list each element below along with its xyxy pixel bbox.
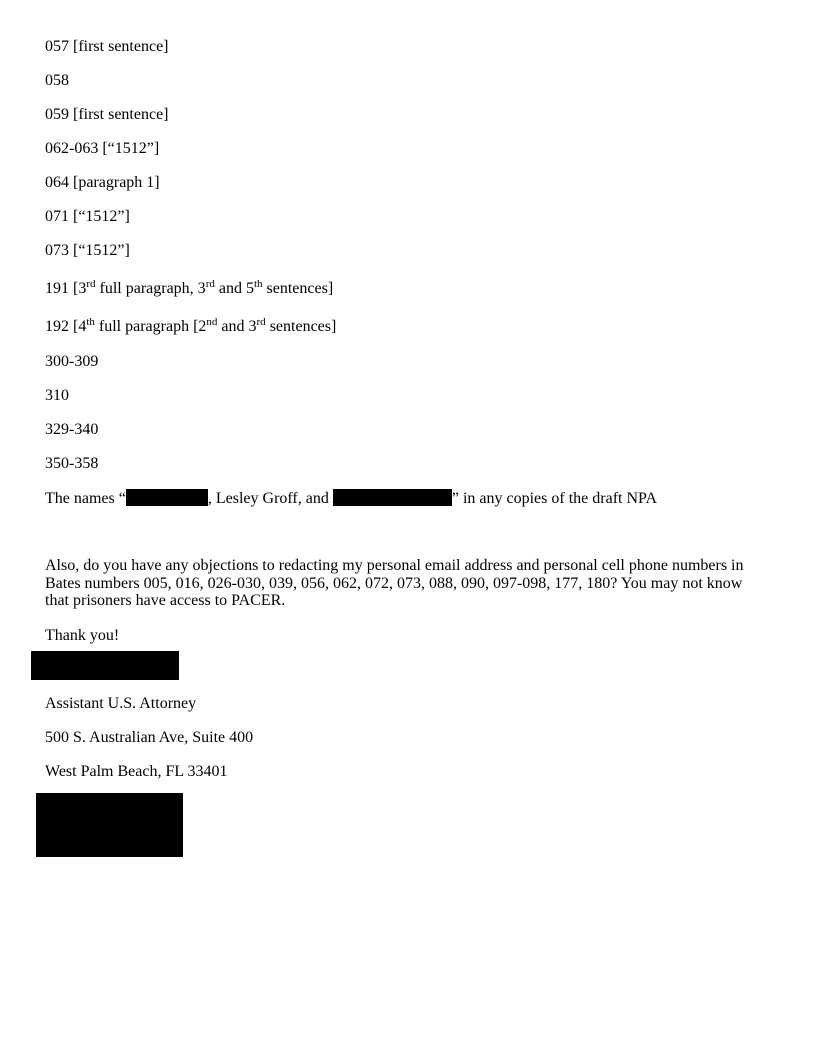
bates-item: 329-340	[45, 421, 99, 438]
names-suffix: ” in any copies of the draft NPA	[451, 490, 657, 507]
bates-item-192	[45, 318, 336, 336]
redaction-box	[126, 489, 208, 506]
superscript: rd	[256, 316, 266, 328]
bates-item: 071 [“1512”]	[45, 208, 130, 225]
text-segment: 192 [4	[45, 318, 87, 335]
superscript: th	[253, 278, 263, 290]
superscript: nd	[206, 316, 218, 328]
bates-item: 059 [first sentence]	[45, 106, 169, 123]
names-line	[45, 489, 657, 508]
superscript: rd	[86, 278, 96, 290]
text-segment: full paragraph, 3	[95, 280, 206, 297]
text-segment: sentences]	[265, 318, 337, 335]
question-paragraph: Also, do you have any objections to redacting my personal email address and personal cell phone numbers in Bates numbers 005, 016, 026-030, 039, 056, 062, 072, 073, 088, 090, 097-098, 177, 180? You may not know that prisoners have access to PACER.	[45, 557, 744, 609]
text-segment: and 5	[214, 280, 254, 297]
redaction-block-contact	[36, 793, 183, 857]
text-segment: 191 [3	[45, 280, 87, 297]
redaction-box	[333, 489, 452, 506]
signature-title: Assistant U.S. Attorney	[45, 695, 197, 712]
signature-address: 500 S. Australian Ave, Suite 400	[45, 729, 254, 746]
text-segment: full paragraph [2	[94, 318, 207, 335]
bates-item: 073 [“1512”]	[45, 242, 130, 259]
superscript: th	[86, 316, 95, 328]
bates-item-191	[45, 280, 333, 298]
closing-text: Thank you!	[45, 627, 120, 644]
redaction-block-name	[31, 651, 179, 680]
names-prefix: The names “	[45, 490, 126, 507]
bates-item: 064 [paragraph 1]	[45, 174, 160, 191]
bates-item: 062-063 [“1512”]	[45, 140, 160, 157]
superscript: rd	[205, 278, 215, 290]
names-middle: , Lesley Groff, and	[207, 490, 333, 507]
text-segment: and 3	[217, 318, 257, 335]
text-segment: sentences]	[262, 280, 334, 297]
signature-city: West Palm Beach, FL 33401	[45, 763, 228, 780]
bates-item: 310	[45, 387, 69, 404]
bates-item: 350-358	[45, 455, 99, 472]
bates-item: 057 [first sentence]	[45, 38, 169, 55]
bates-item: 300-309	[45, 353, 99, 370]
bates-item: 058	[45, 72, 69, 89]
